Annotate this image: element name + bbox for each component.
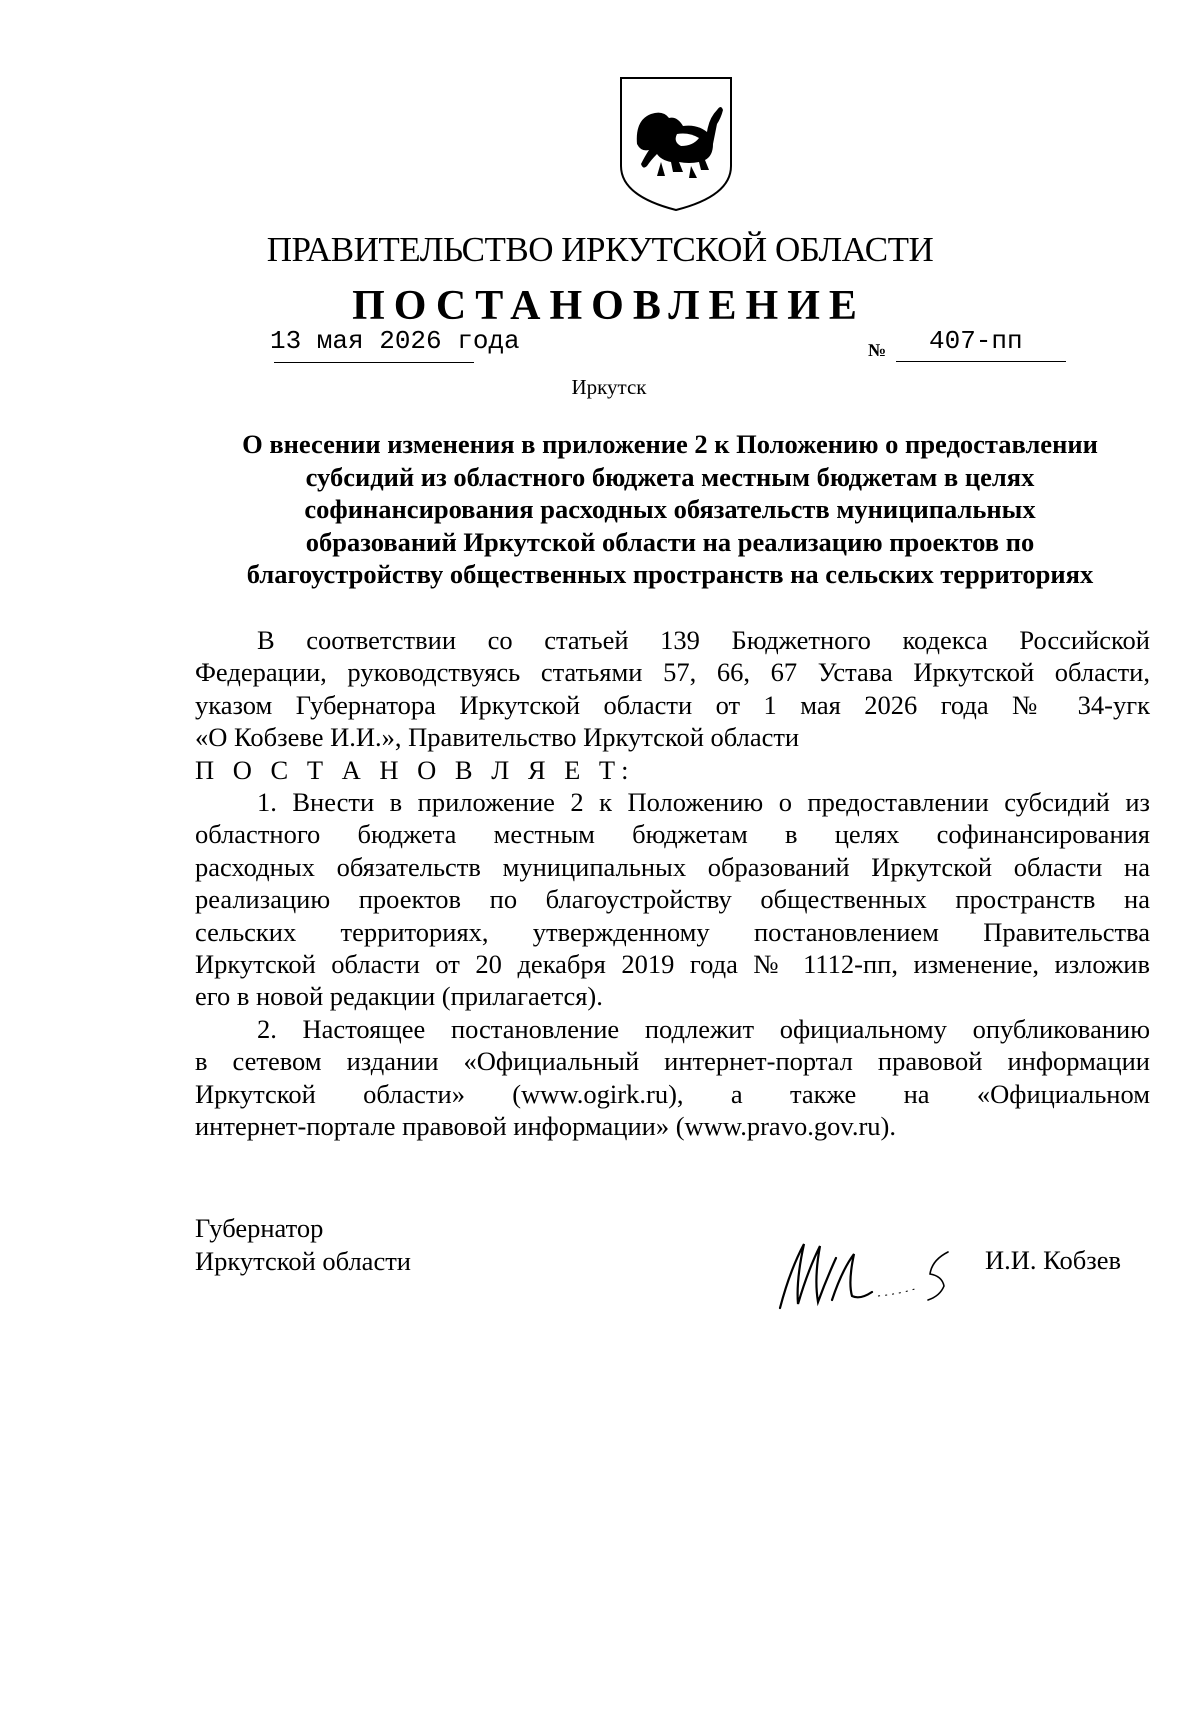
item2-line: Иркутской области» (www.ogirk.ru), а также на «Официальном [195, 1078, 1150, 1109]
government-name: ПРАВИТЕЛЬСТВО ИРКУТСКОЙ ОБЛАСТИ [266, 230, 934, 269]
signer-position-line: Иркутской области [195, 1246, 411, 1276]
number-underline [896, 361, 1066, 362]
item2-line: интернет-портале правовой информации» (www.pravo.gov.ru). [195, 1111, 896, 1142]
subject-line: благоустройству общественных пространств на сельских территориях [246, 559, 1094, 589]
coat-of-arms-emblem [617, 74, 735, 214]
preamble-line: Федерации, руководствуясь статьями 57, 66, 67 Устава Иркутской области, [195, 657, 1150, 688]
signer-position [195, 1212, 411, 1278]
signer-position-line: Губернатор [195, 1213, 324, 1243]
item1-line: областного бюджета местным бюджетам в целях софинансирования [195, 819, 1150, 850]
item1-line: 1. Внести в приложение 2 к Положению о предоставлении субсидий из [257, 787, 1150, 818]
decree-body [195, 624, 1150, 1143]
document-type-title: ПОСТАНОВЛЕНИЕ [352, 283, 866, 329]
city-name: Иркутск [571, 375, 647, 399]
item1-line: сельских территориях, утвержденному постановлением Правительства [195, 916, 1150, 947]
preamble-line: указом Губернатора Иркутской области от 1 мая 2026 года № 34-угк [195, 689, 1150, 720]
item2-line: в сетевом издании «Официальный интернет-портал правовой информации [195, 1046, 1150, 1077]
signer-name: И.И. Кобзев [985, 1245, 1121, 1275]
resolves-heading: П О С Т А Н О В Л Я Е Т: [195, 754, 635, 785]
handwritten-signature [760, 1230, 980, 1320]
preamble-line: «О Кобзеве И.И.», Правительство Иркутской области [195, 722, 800, 753]
decree-subject [190, 428, 1150, 591]
item1-line: расходных обязательств муниципальных образований Иркутской области на [195, 851, 1150, 882]
subject-line: софинансирования расходных обязательств муниципальных [304, 494, 1036, 524]
subject-line: О внесении изменения в приложение 2 к Положению о предоставлении [242, 429, 1098, 459]
number-sign: № [868, 340, 887, 360]
decree-number: 407-пп [929, 326, 1023, 356]
decree-date: 13 мая 2026 года [270, 326, 520, 356]
item1-line: его в новой редакции (прилагается). [195, 981, 603, 1012]
item2-line: 2. Настоящее постановление подлежит официальному опубликованию [257, 1013, 1150, 1044]
item1-line: Иркутской области от 20 декабря 2019 года № 1112-пп, изменение, изложив [195, 949, 1150, 980]
date-underline [274, 362, 474, 363]
subject-line: образований Иркутской области на реализацию проектов по [305, 526, 1035, 557]
preamble-line: В соответствии со статьей 139 Бюджетного кодекса Российской [257, 625, 1150, 655]
item1-line: реализацию проектов по благоустройству общественных пространств на [195, 884, 1150, 915]
subject-line: субсидий из областного бюджета местным бюджетам в целях [305, 461, 1035, 492]
